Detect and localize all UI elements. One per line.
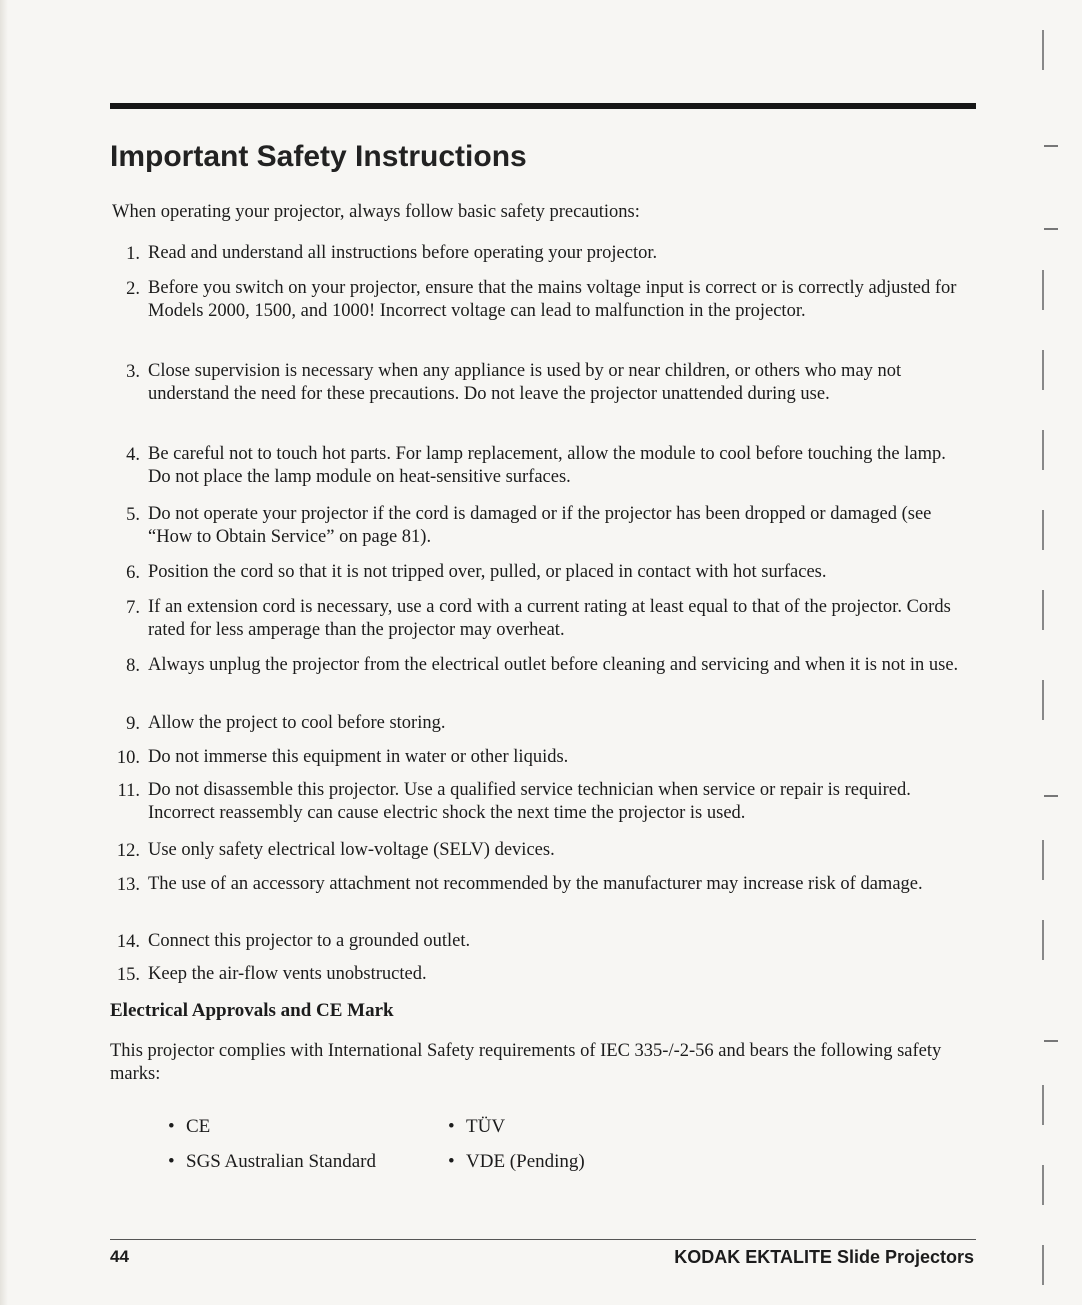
binding-tick (1044, 1040, 1058, 1042)
binding-mark (1042, 1085, 1058, 1125)
binding-mark (1042, 430, 1058, 470)
binding-mark (1042, 510, 1058, 550)
binding-mark (1042, 1165, 1058, 1205)
binding-mark (1042, 350, 1058, 390)
item-number: 14. (116, 932, 140, 952)
item-number: 12. (116, 841, 140, 861)
item-text: Always unplug the projector from the electrical outlet before cleaning and servicing and when it is not in use. (148, 655, 959, 675)
page-title: Important Safety Instructions (110, 140, 527, 173)
book-title: KODAK EKTALITE Slide Projectors (674, 1247, 974, 1267)
item-number: 13. (116, 875, 140, 895)
safety-mark-item (448, 1115, 505, 1139)
item-text: Keep the air-flow vents unobstructed. (148, 964, 427, 984)
binding-mark (1042, 1245, 1058, 1285)
bullet-icon: • (168, 1116, 175, 1137)
item-number: 2. (126, 279, 140, 299)
item-text: If an extension cord is necessary, use a cord with a current rating at least equal to that of the projector. Cords rated for less amperage than the projector may overheat. (148, 597, 951, 640)
binding-mark (1042, 840, 1058, 880)
item-number: 15. (116, 965, 140, 985)
bullet-icon: • (168, 1151, 175, 1172)
binding-mark (1042, 270, 1058, 310)
item-text: Position the cord so that it is not tripped over, pulled, or placed in contact with hot surfaces. (148, 562, 827, 582)
binding-tick (1044, 795, 1058, 797)
safety-mark-item (168, 1115, 210, 1139)
approvals-text: This projector complies with International Safety requirements of IEC 335-/-2-56 and bears the following safety marks: (110, 1041, 942, 1084)
item-number: 1. (126, 244, 140, 264)
item-text: The use of an accessory attachment not recommended by the manufacturer may increase risk of damage. (148, 874, 923, 894)
item-text: Close supervision is necessary when any appliance is used by or near children, or others who may not understand the need for these precautions. Do not leave the projector unattended during use. (148, 361, 902, 404)
safety-mark-label: VDE (Pending) (466, 1151, 585, 1172)
item-number: 4. (126, 445, 140, 465)
safety-mark-item (448, 1150, 585, 1174)
intro-text: When operating your projector, always follow basic safety precautions: (112, 202, 640, 222)
item-number: 9. (126, 714, 140, 734)
binding-mark (1042, 30, 1058, 70)
item-text: Be careful not to touch hot parts. For lamp replacement, allow the module to cool before touching the lamp. Do not place the lamp module on heat-sensitive surfaces. (148, 444, 946, 487)
bullet-icon: • (448, 1151, 455, 1172)
item-number: 10. (116, 748, 140, 768)
item-text: Use only safety electrical low-voltage (SELV) devices. (148, 840, 555, 860)
safety-mark-label: TÜV (466, 1116, 506, 1137)
item-number: 8. (126, 656, 140, 676)
item-number: 11. (117, 781, 140, 801)
binding-mark (1042, 590, 1058, 630)
safety-mark-label: SGS Australian Standard (186, 1151, 376, 1172)
item-text: Before you switch on your projector, ensure that the mains voltage input is correct or is correctly adjusted for Models 2000, 1500, and 1000! Incorrect voltage can lead to malfunction in the projector. (148, 278, 957, 321)
bullet-icon: • (448, 1116, 455, 1137)
binding-tick (1044, 228, 1058, 230)
page-number: 44 (110, 1247, 129, 1266)
item-number: 3. (126, 362, 140, 382)
item-number: 7. (126, 598, 140, 618)
item-text: Connect this projector to a grounded outlet. (148, 931, 471, 951)
item-text: Do not disassemble this projector. Use a qualified service technician when service or repair is required. Incorrect reassembly can cause electric shock the next time the projector is used. (148, 780, 911, 823)
safety-mark-item (168, 1150, 376, 1174)
binding-tick (1044, 145, 1058, 147)
item-number: 5. (126, 505, 140, 525)
binding-mark (1042, 680, 1058, 720)
item-text: Allow the project to cool before storing. (148, 713, 446, 733)
safety-mark-label: CE (186, 1116, 211, 1137)
footer-rule (110, 1239, 976, 1240)
item-text: Do not operate your projector if the cord is damaged or if the projector has been dropped or damaged (see “How to Obtain Service” on page 81). (148, 504, 932, 547)
approvals-heading: Electrical Approvals and CE Mark (110, 1000, 394, 1021)
binding-mark (1042, 920, 1058, 960)
item-text: Do not immerse this equipment in water or other liquids. (148, 747, 569, 767)
item-number: 6. (126, 563, 140, 583)
item-text: Read and understand all instructions before operating your projector. (148, 243, 658, 263)
